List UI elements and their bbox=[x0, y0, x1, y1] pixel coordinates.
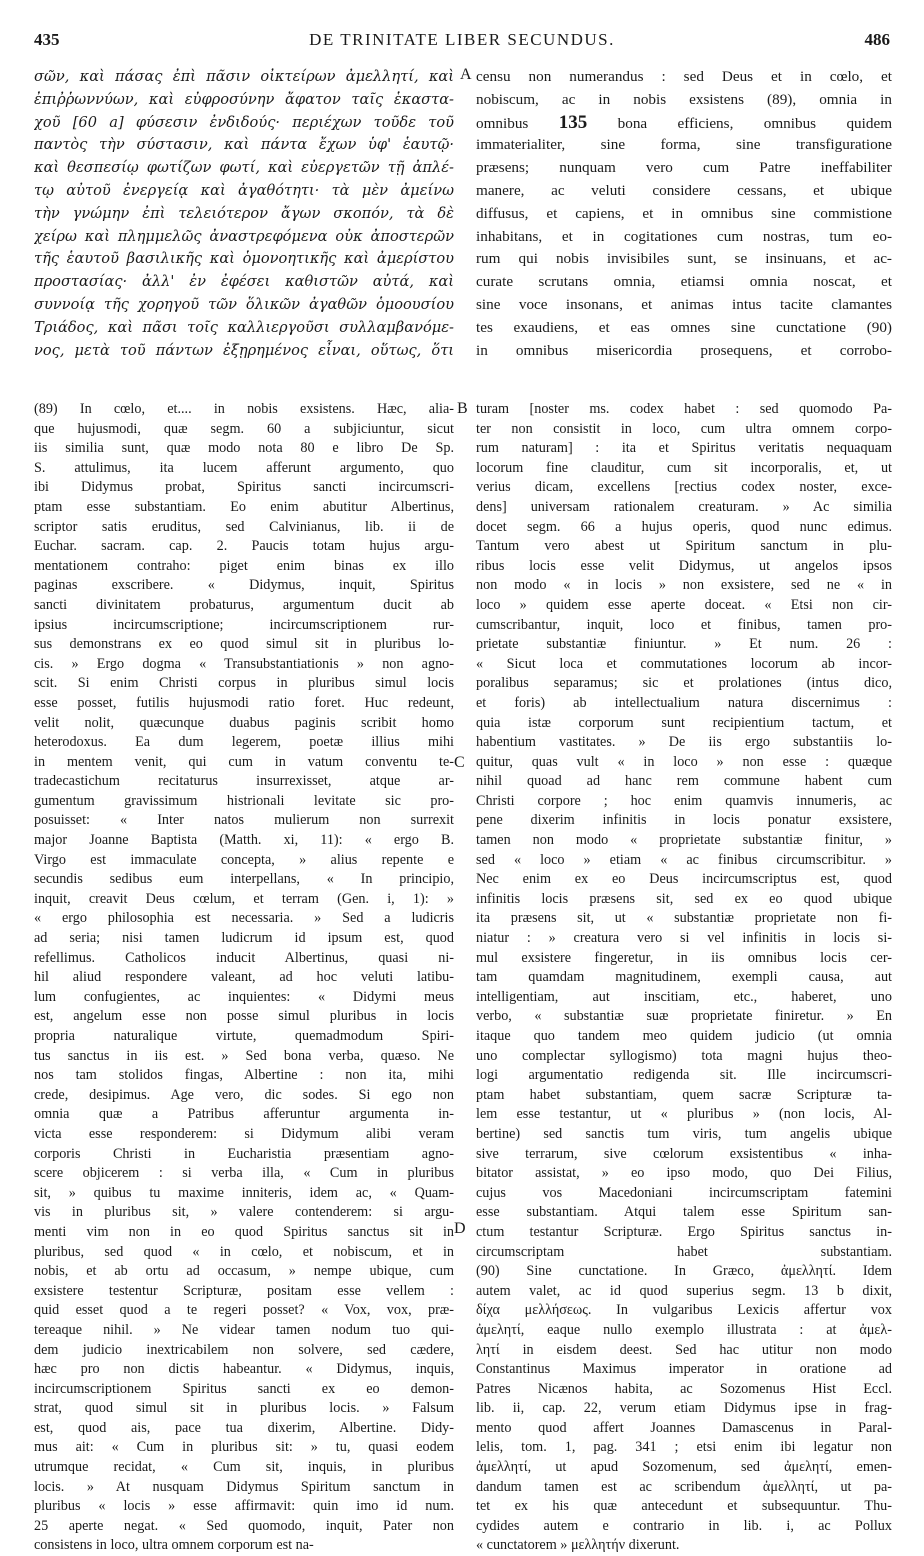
footnote-line: sive terrarum, sive cœlorum exsistentibus « inha- bbox=[476, 1145, 892, 1162]
footnote-line: crede, desipimus. Age vero, dic sodes. Si ego non bbox=[34, 1086, 454, 1103]
footnote-line: rum naturam] : ita et Spiritus veritatis nequaquam bbox=[476, 440, 892, 457]
latin-line: nobiscum, ac in nobis exsistens (89), omnia in bbox=[476, 90, 892, 108]
footnote-line: (89) In cœlo, et.... in nobis exsistens. Hæc, alia- bbox=[34, 401, 454, 417]
footnote-line: in mentem venit, qui cum in vatum conventu te- bbox=[34, 753, 454, 770]
latin-line: diffusus, et capiens, et in omnibus sine commistione bbox=[476, 204, 892, 222]
footnote-line: utrumque recidat, « Cum sit, inquis, in pluribus bbox=[34, 1459, 454, 1476]
greek-line: σῶν, καὶ πάσας ἐπὶ πᾶσιν οἰκτείρων ἀμελλητί, καὶ bbox=[34, 68, 454, 85]
footnote-line: dem judicio inextricabilem non solvere, sed cædere, bbox=[34, 1341, 454, 1358]
latin-line: manere, ac veluti considere cessans, et ubique bbox=[476, 181, 892, 199]
footnote-line: (90) Sine cunctatione. In Græco, ἀμελλητί. Idem bbox=[476, 1263, 892, 1280]
latin-line: præsens; nunquam vero cum Patre ineffabiliter bbox=[476, 159, 892, 177]
footnote-line: incircumscriptionem Spiritus sancti ex eo demon- bbox=[34, 1380, 454, 1397]
footnote-line: S. attulimus, ita lucem afferunt argumento, quo bbox=[34, 459, 454, 476]
footnote-line: est, angelum esse non posse simul pluribus in locis bbox=[34, 1008, 454, 1025]
footnote-line: posuisset: « Inter natos mulierum non surrexit bbox=[34, 812, 454, 829]
latin-line: tes exaudiens, et eas omnes sine cunctatione (90) bbox=[476, 318, 892, 336]
footnote-line: Christi corpore ; hoc enim quamvis innumeris, ac bbox=[476, 792, 892, 809]
latin-line-with-marker bbox=[476, 112, 892, 135]
greek-line: συννοίᾳ τῆς χορηγοῦ τῶν ὅλικῶν ἀγαθῶν ὁμοουσίου bbox=[34, 295, 454, 313]
footnote-line: autem valet, ac id quod superius segm. 13 b dixit, bbox=[476, 1282, 892, 1299]
footnote-line: refellimus. Catholicos inducit Albertinus, quasi ni- bbox=[34, 949, 454, 966]
footnote-line: omnia quæ a Patribus afferuntur argumenta in- bbox=[34, 1106, 454, 1123]
footnote-line: tus sanctus in iis est. » Sed bona verba, quæso. Ne bbox=[34, 1047, 454, 1064]
footnote-line: dens] universam rationalem creaturam. » Ac similia bbox=[476, 498, 892, 515]
footnote-line: ibi Didymus probat, Spiritus sancti incircumscri- bbox=[34, 479, 454, 496]
footnote-line: pluribus, sed quod « in cœlo, et nobiscum, et in bbox=[34, 1243, 454, 1260]
footnote-line: logi argumentatio redigenda sit. Ille incircumscri- bbox=[476, 1067, 892, 1084]
greek-line: προστασίας· ἀλλ' ἐν ἐφέσει καθιστῶν αὐτά, καὶ bbox=[34, 273, 454, 291]
latin-line: sine voce insonans, et animas intus tacite clamantes bbox=[476, 295, 892, 313]
footnote-line: intelligentiam, aut inscitiam, etc., haberet, uno bbox=[476, 988, 892, 1005]
footnote-line: « cunctatorem » μελλητήν dixerunt. bbox=[476, 1537, 680, 1554]
latin-line: censu non numerandus : sed Deus et in cœlo, et bbox=[476, 68, 892, 85]
footnote-line: mus ait: « Cum in pluribus sit: » tu, quasi eodem bbox=[34, 1439, 454, 1456]
footnote-line: tradecastichum recitaturus insurrexisset, atque ar- bbox=[34, 773, 454, 790]
right-page-number: 486 bbox=[864, 30, 890, 49]
latin-fragment: bona efficiens, omnibus quidem bbox=[617, 114, 892, 132]
footnote-line: niatur : » creatura vero si vel infinitis in locis si- bbox=[476, 930, 892, 947]
greek-line: χοῦ [60 a] φύσεσιν ἐνδιδούς· περιέχων τοῦδε τοῦ bbox=[34, 113, 454, 131]
footnote-line: strat, quod simul sit in pluribus locis. » Falsum bbox=[34, 1400, 454, 1417]
footnote-line: ptam habet substantiam, quem sacræ Scripturæ ta- bbox=[476, 1086, 892, 1103]
footnote-line: tamen non modo « proprietate substantiæ finitur, » bbox=[476, 832, 892, 849]
footnote-line: propria naturalique virtute, quemadmodum Spiri- bbox=[34, 1028, 454, 1044]
footnote-line: lem esse testantur, ut « pluribus » (non locis, Al- bbox=[476, 1106, 892, 1123]
margin-marker-a: A bbox=[460, 66, 472, 83]
footnote-line: cydides autem e contrario in lib. i, ac Pollux bbox=[476, 1517, 892, 1534]
footnote-line: Constantinus Maximus imperator in oratione ad bbox=[476, 1361, 892, 1378]
greek-line: τῆς ἑαυτοῦ βασιλικῆς καὶ ὁμονοητικῆς καὶ ἀμερίστου bbox=[34, 250, 454, 268]
footnote-line: dandum tamen est ac scribendum ἀμελλητί, ut pa- bbox=[476, 1478, 892, 1495]
footnote-line: heterodoxus. Ea dum legerem, poetæ illius mihi bbox=[34, 734, 454, 751]
greek-line: καὶ θεσπεσίῳ φωτίζων φωτί, καὶ εὐεργετῶν τῇ ἀπλέ- bbox=[34, 159, 454, 177]
footnote-line: vis in pluribus sit, » valere contenderem: si argu- bbox=[34, 1204, 454, 1221]
latin-fragment: omnibus bbox=[476, 114, 529, 132]
footnote-line: prietate substantiæ finiuntur. » Et num. 26 : bbox=[476, 636, 892, 653]
running-title: DE TRINITATE LIBER SECUNDUS. bbox=[309, 30, 615, 49]
footnote-line: scere objicerem : si verba illa, « Cum in pluribus bbox=[34, 1165, 454, 1182]
footnote-line: menti vim non in eo quod Spiritus sanctus sit in bbox=[34, 1223, 454, 1240]
footnote-line: lum confugientes, ac inquientes: « Didymi meus bbox=[34, 988, 454, 1005]
footnote-line: bertine) sed sanctis tum viris, tum angelis ubique bbox=[476, 1125, 892, 1142]
footnote-line: quia istæ corporum sunt recipientium tactum, et bbox=[476, 714, 892, 731]
greek-text-column bbox=[34, 66, 454, 362]
footnote-line: iis similia sunt, quæ modo nota 80 e libro De Sp. bbox=[34, 440, 454, 457]
footnote-line: itaque quo tandem meo quidem judicio (ut omnia bbox=[476, 1028, 892, 1044]
page-marker-number: 135 bbox=[558, 111, 588, 133]
greek-line: τὴν γνώμην ἐπὶ τελειότερον ἄγων σκοπόν, τὰ δὲ bbox=[34, 204, 454, 222]
footnote-line: nihil quoad ad hanc rem commune habent cum bbox=[476, 773, 892, 790]
latin-text-column bbox=[476, 66, 892, 362]
footnote-column-right bbox=[476, 400, 892, 1556]
footnote-line: locis. » At nusquam Didymus Spiritum sanctum in bbox=[34, 1478, 454, 1495]
footnote-line: ἀμελλητί, ut apud Sozomenum, sed ἀμελητί, emen- bbox=[476, 1459, 892, 1476]
footnote-line: corporis Christi in Eucharistia præsentiam agno- bbox=[34, 1145, 454, 1162]
footnote-line: tereaque nihil. » Ne videar tamen nodum tuo qui- bbox=[34, 1321, 454, 1338]
greek-line: Τριάδος, καὶ πᾶσι τοῖς καλλιεργοῦσι συλλαμβανόμε- bbox=[34, 318, 454, 336]
footnote-line: sancti divinitatem probaturus, argumentum ducit ab bbox=[34, 596, 454, 613]
footnote-line: hæc pro non dictis habeantur. « Didymus, inquis, bbox=[34, 1361, 454, 1378]
footnote-line: cis. » Ergo dogma « Transubstantiationis » non agno- bbox=[34, 655, 454, 672]
footnote-line: mentationem contraho: piget enim binas ex illo bbox=[34, 557, 454, 574]
footnote-line: ptam esse substantiam. Eo enim abutitur Albertinus, bbox=[34, 498, 454, 515]
footnote-line: verbo, « substantiæ suæ proprietate finiretur. » En bbox=[476, 1008, 892, 1025]
footnote-line: velit nolit, quæcunque duabus paginis scribit homo bbox=[34, 714, 454, 731]
footnote-line: nos tam stolidos fingas, Albertine : non ita, mihi bbox=[34, 1067, 454, 1084]
margin-marker-c: C bbox=[454, 754, 465, 771]
footnote-line: loco » quidem esse aperte doceat. « Etsi non cir- bbox=[476, 596, 892, 613]
footnote-line: mul exsistere fingeretur, in iis omnibus locis cer- bbox=[476, 949, 892, 966]
footnote-line: ἀμελητί, eaque nullo exemplo illustrata : at ἀμελ- bbox=[476, 1321, 892, 1338]
footnote-line: esse substantiam. Atqui talem esse Spiritum san- bbox=[476, 1204, 892, 1221]
footnote-line: habentium vastitates. » De iis ergo substantiis lo- bbox=[476, 734, 892, 751]
footnote-line: scriptor satis eruditus, sed Calvinianus, lib. ii de bbox=[34, 518, 454, 535]
footnote-line: ipsius incircumscriptione; incircumscriptionem rur- bbox=[34, 616, 454, 633]
footnote-line: ita præsens sit, ut « substantiæ proprietate non fi- bbox=[476, 910, 892, 927]
footnote-line: poralibus separamus; sic et prolationes (intus dico, bbox=[476, 675, 892, 692]
footnote-column-left bbox=[34, 400, 454, 1556]
footnote-line: non modo « in locis » non exsistere, sed ne « in bbox=[476, 577, 892, 594]
footnote-line: Virgo est immaculate concepta, » alius repente e bbox=[34, 851, 454, 868]
footnote-line: tet ex his quæ antecedunt et subsequuntur. Thu- bbox=[476, 1498, 892, 1515]
greek-line: τῳ αὐτοῦ ἐνεργείᾳ καὶ ἀγαθότητι· τὰ μὲν ἀμείνω bbox=[34, 181, 454, 199]
footnote-line: Nec enim ex eo Deus incircumscriptus est, quod bbox=[476, 871, 892, 888]
footnote-line: infinitis locis præsens sit, sed ex eo quod ubique bbox=[476, 890, 892, 907]
latin-line: rum qui nobis invisibiles sunt, se insinuans, et ac- bbox=[476, 250, 892, 268]
footnote-line: δίχα μελλήσεως. In vulgaribus Lexicis affertur vox bbox=[476, 1302, 892, 1319]
left-page-number: 435 bbox=[34, 30, 60, 49]
footnote-line: uno complectar syllogismo) tota magni hujus theo- bbox=[476, 1047, 892, 1064]
footnote-line: cumscribantur, inquit, loco et finibus, tamen pro- bbox=[476, 616, 892, 633]
footnote-line: sed « loco » etiam « ac finibus circumscribitur. » bbox=[476, 851, 892, 868]
footnote-line: Patres Nicænos habita, ac Sozomenus Hist Eccl. bbox=[476, 1380, 892, 1397]
footnote-line: scit. Si enim Christi corpus in pluribus simul locis bbox=[34, 675, 454, 692]
footnote-line: docet segm. 66 a hujus operis, quod nunc edimus. bbox=[476, 518, 892, 535]
footnote-line: esse posset, futilis hujusmodi ratio foret. Huc redeunt, bbox=[34, 694, 454, 711]
latin-line: inhabitans, et in cogitationes cum nostras, tum eo- bbox=[476, 227, 892, 245]
footnote-line: « ergo philosophia est necessaria. » Sed a ludicris bbox=[34, 910, 454, 927]
footnote-line: ctum testantur Scripturæ. Ergo Spiritus sanctus in- bbox=[476, 1223, 892, 1240]
footnote-line: « Sicut loca et commutationes locorum ab incor- bbox=[476, 655, 892, 672]
footnote-line: gumentum gravissimum histrionali levitate sic pro- bbox=[34, 792, 454, 809]
footnote-line: mento quod affert Joannes Damascenus in Paral- bbox=[476, 1419, 892, 1436]
footnote-line: major Joanne Baptista (Matth. xi, 11): « ergo B. bbox=[34, 832, 454, 849]
latin-line: immaterialiter, sine forma, sine transfiguratione bbox=[476, 136, 892, 154]
footnote-line: nobis, et ab ortu ad occasum, » nempe ubique, cum bbox=[34, 1263, 454, 1280]
greek-line: ἐπιῤῥωννύων, καὶ εὐφροσύνην ἄφατον ταῖς ἑκαστα- bbox=[34, 90, 454, 108]
footnote-line: 25 aperte negat. « Sed quomodo, inquit, Pater non bbox=[34, 1517, 454, 1534]
footnote-line: que hujusmodi, quæ segm. 60 a subjiciuntur, sicut bbox=[34, 420, 454, 437]
greek-line: χείρω καὶ πλημμελῶς ἀναστρεφόμενα οὐκ ἀποστερῶν bbox=[34, 227, 454, 245]
footnote-line: consistens in loco, ultra omnem corporum est na- bbox=[34, 1537, 314, 1554]
footnote-line: verius dicam, excellens [rectius codex noster, exce- bbox=[476, 479, 892, 496]
greek-line: νος, μετὰ τοῦ πάντων ἐξῃρημένος εἶναι, οὕτως, ὅτι bbox=[34, 341, 454, 359]
footnote-line: ter non consistit in loco, cum ultra omnem corpo- bbox=[476, 420, 892, 437]
footnote-line: locorum fine clauditur, cum sit incorporalis, et, ut bbox=[476, 459, 892, 476]
latin-line: curate scrutans omnia, etiamsi omnia noscat, et bbox=[476, 273, 892, 291]
footnote-line: exsistere testentur Scripturæ, positam esse vellem : bbox=[34, 1282, 454, 1299]
footnote-line: circumscriptam habet substantiam. bbox=[476, 1243, 892, 1260]
footnote-line: est, quod ais, pace tua dixerim, Albertine. Didy- bbox=[34, 1419, 454, 1436]
footnote-line: victa esse responderem: si Didymum alibi veram bbox=[34, 1125, 454, 1142]
footnote-line: quid esset quod a te regeri posset? « Vox, vox, præ- bbox=[34, 1302, 454, 1319]
footnote-line: lib. ii, cap. 22, verum etiam Didymus ipse in frag- bbox=[476, 1400, 892, 1417]
footnote-line: secundis sedibus eum interpellans, « In principio, bbox=[34, 871, 454, 888]
page-header bbox=[34, 30, 890, 56]
footnote-line: sus demonstrans ex eo quod simul sit in pluribus lo- bbox=[34, 636, 454, 653]
greek-line: παντὸς τὴν σύστασιν, καὶ πάντα ἔχων ὑφ' ἑαυτῷ· bbox=[34, 136, 454, 154]
footnote-line: paginas exscribere. « Didymus, inquit, Spiritus bbox=[34, 577, 454, 594]
latin-line: in omnibus misericordia prosequens, et corrobo- bbox=[476, 341, 892, 359]
margin-marker-d: D bbox=[454, 1220, 466, 1237]
footnote-line: λητί in eisdem deest. Sed hac utitur non modo bbox=[476, 1341, 892, 1358]
footnote-line: et foris) ab intellectualium natura discernimus : bbox=[476, 694, 892, 711]
footnote-line: Euchar. sacram. cap. 2. Paucis totam hujus argu- bbox=[34, 538, 454, 555]
footnote-line: turam [noster ms. codex habet : sed quomodo Pa- bbox=[476, 401, 892, 417]
footnote-line: hil aliud respondere valeant, ad hoc veluti latibu- bbox=[34, 969, 454, 986]
footnote-line: Tantum vero abest ut Spiritum sanctum in plu- bbox=[476, 538, 892, 555]
footnote-line: ad seria; nisi tamen ludicrum id ipsum est, quod bbox=[34, 930, 454, 947]
footnote-line: ribus locis esse velit Didymus, ut angelos ipsos bbox=[476, 557, 892, 574]
footnote-line: bitator assistat, » eo ipso modo, quo Dei Filius, bbox=[476, 1165, 892, 1182]
footnote-line: inquit, creavit Deus cœlum, et terram (Gen. i, 1): » bbox=[34, 890, 454, 907]
footnote-line: pene dixerim infinitis in locis ponatur exsistere, bbox=[476, 812, 892, 829]
footnote-line: cujus vos Macedoniani incircumscriptam fatemini bbox=[476, 1184, 892, 1201]
footnote-line: lelis, tom. 1, pag. 341 ; etsi enim ibi legatur non bbox=[476, 1439, 892, 1456]
footnote-line: sit, » quibus tu maxime inniteris, idem ac, « Quam- bbox=[34, 1184, 454, 1201]
footnote-line: pluribus « locis » esse affirmavit: quin imo id num. bbox=[34, 1498, 454, 1515]
footnote-line: quitur, quas vult « in loco » non esse : quæque bbox=[476, 753, 892, 770]
margin-marker-b: B bbox=[457, 400, 468, 417]
footnote-line: tam quamdam magnitudinem, exempli causa, aut bbox=[476, 969, 892, 986]
